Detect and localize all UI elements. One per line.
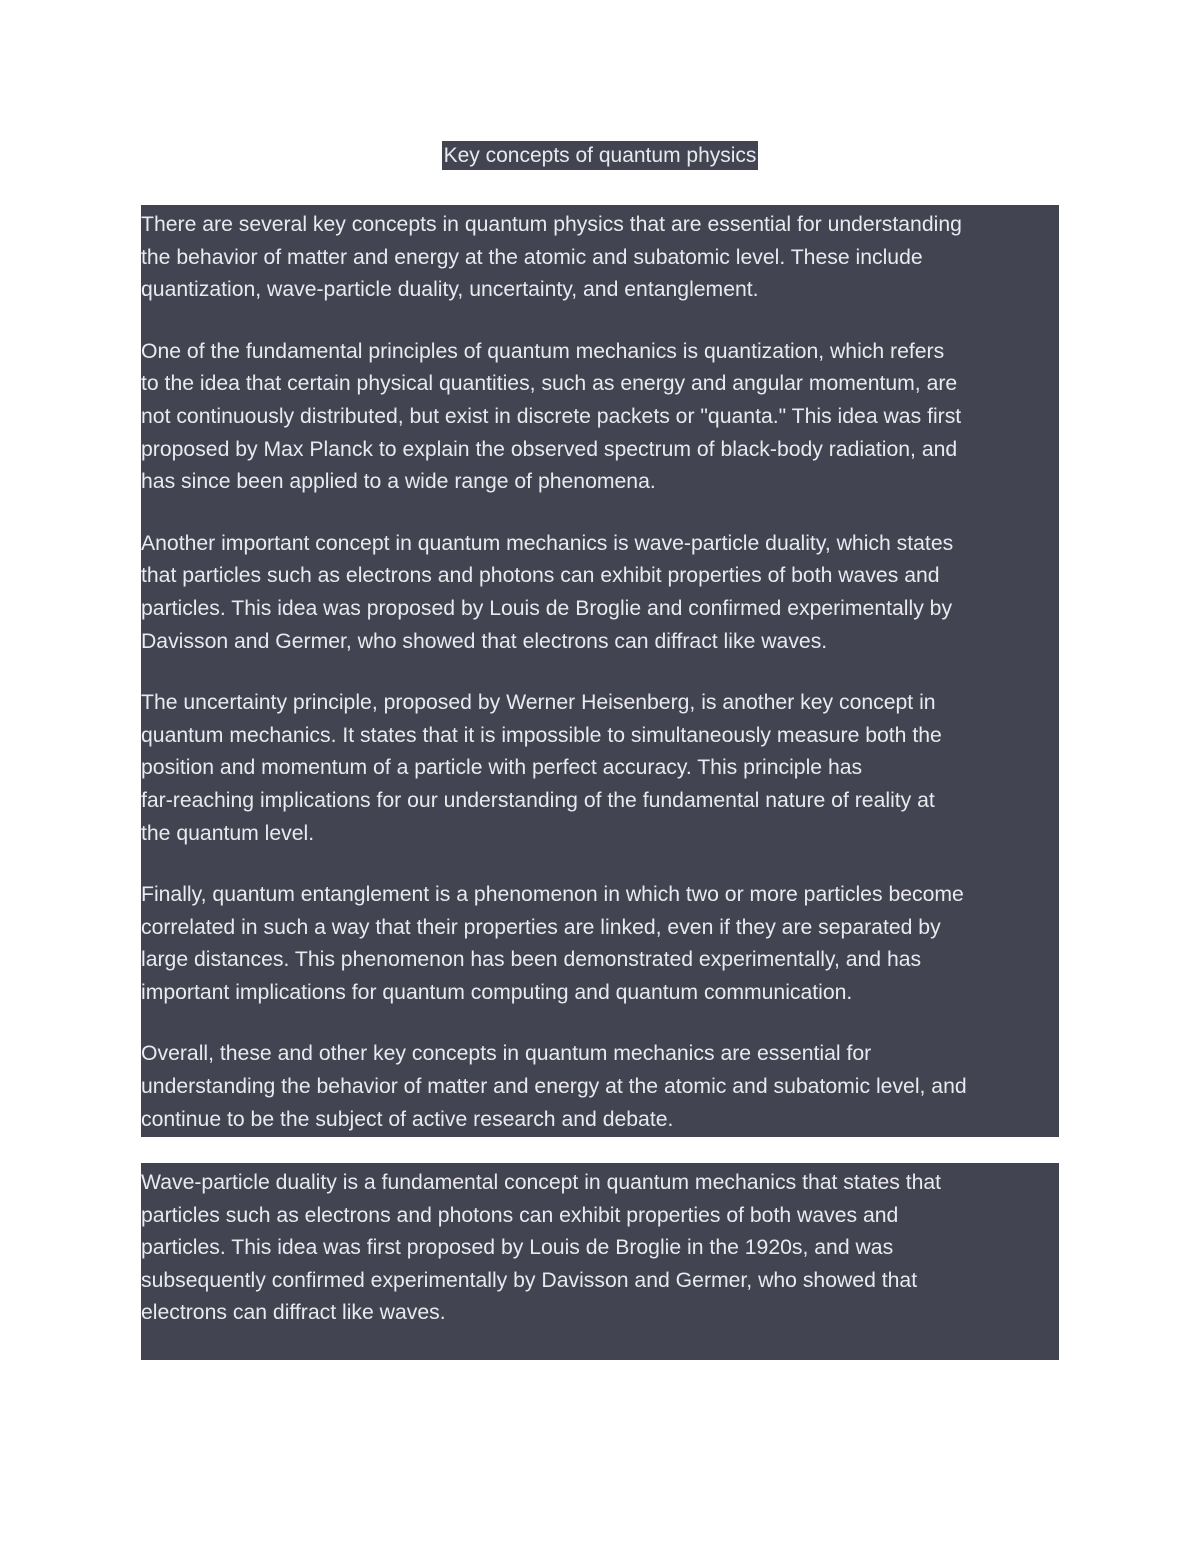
text-line: Wave-particle duality is a fundamental concept in quantum mechanics that states that: [141, 1171, 942, 1194]
text-line: the quantum level.: [141, 821, 315, 845]
text-line: correlated in such a way that their properties are linked, even if they are separated by: [141, 915, 941, 939]
paragraph: [141, 687, 1059, 850]
text-line: important implications for quantum computing and quantum communication.: [141, 980, 853, 1004]
text-line: large distances. This phenomenon has been demonstrated experimentally, and has: [141, 948, 922, 972]
paragraph: [141, 209, 1059, 307]
title-container: [0, 141, 1200, 170]
text-line: particles such as electrons and photons can exhibit properties of both waves and: [141, 1203, 899, 1227]
text-line: understanding the behavior of matter and energy at the atomic and subatomic level, and: [141, 1075, 967, 1099]
text-line: quantization, wave-particle duality, uncertainty, and entanglement.: [141, 278, 759, 302]
text-line: far-reaching implications for our understanding of the fundamental nature of reality at: [141, 788, 935, 812]
text-line: One of the fundamental principles of quantum mechanics is quantization, which refers: [141, 339, 945, 363]
text-line: The uncertainty principle, proposed by Werner Heisenberg, is another key concept in: [141, 691, 936, 715]
text-line: There are several key concepts in quantum physics that are essential for understanding: [141, 213, 962, 236]
text-line: particles. This idea was first proposed by Louis de Broglie in the 1920s, and was: [141, 1236, 894, 1260]
secondary-text-block[interactable]: [141, 1163, 1059, 1360]
text-line: electrons can diffract like waves.: [141, 1301, 446, 1325]
text-line: position and momentum of a particle with perfect accuracy. This principle has: [141, 756, 863, 780]
text-line: that particles such as electrons and photons can exhibit properties of both waves and: [141, 564, 940, 588]
text-line: continue to be the subject of active research and debate.: [141, 1107, 674, 1131]
paragraph: [141, 1167, 1059, 1330]
text-line: proposed by Max Planck to explain the observed spectrum of black-body radiation, and: [141, 437, 958, 461]
text-line: particles. This idea was proposed by Louis de Broglie and confirmed experimentally by: [141, 596, 953, 620]
paragraph: [141, 336, 1059, 499]
text-line: Davisson and Germer, who showed that electrons can diffract like waves.: [141, 629, 828, 653]
text-line: subsequently confirmed experimentally by Davisson and Germer, who showed that: [141, 1268, 918, 1292]
paragraph: [141, 879, 1059, 1009]
paragraph: [141, 528, 1059, 658]
text-line: has since been applied to a wide range of phenomena.: [141, 470, 656, 494]
text-line: Another important concept in quantum mechanics is wave-particle duality, which states: [141, 531, 954, 555]
main-text-block[interactable]: [141, 205, 1059, 1137]
text-line: the behavior of matter and energy at the atomic and subatomic level. These include: [141, 245, 923, 269]
text-line: Finally, quantum entanglement is a phenomenon in which two or more particles become: [141, 883, 964, 907]
text-line: Overall, these and other key concepts in quantum mechanics are essential for: [141, 1042, 872, 1066]
text-line: quantum mechanics. It states that it is impossible to simultaneously measure both the: [141, 723, 942, 747]
text-line: to the idea that certain physical quantities, such as energy and angular momentum, are: [141, 372, 958, 396]
paragraph: [141, 1038, 1059, 1136]
text-line: not continuously distributed, but exist in discrete packets or "quanta." This idea was first: [141, 404, 962, 428]
document-title[interactable]: Key concepts of quantum physics: [442, 141, 759, 170]
